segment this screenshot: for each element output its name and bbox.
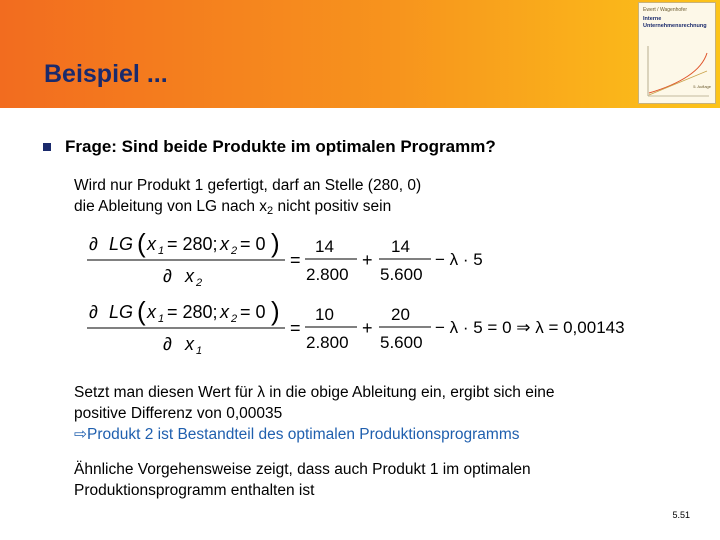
paragraph-2-line-3: [74, 424, 555, 445]
lambda-symbol: λ: [257, 384, 265, 401]
svg-text:): ): [271, 228, 280, 258]
paragraph-2-line-1: [74, 382, 555, 403]
formula-2-svg: [85, 296, 685, 358]
formula-1-frac2-den: 5.600: [380, 265, 423, 284]
plus-sign: +: [362, 250, 373, 270]
paragraph-1-line-2-a: die Ableitung von LG nach x: [74, 198, 268, 215]
svg-text:2: 2: [196, 277, 203, 289]
formula-1-numerator: [89, 228, 280, 258]
formula-2-frac2-den: 5.600: [380, 333, 423, 352]
svg-text:x: x: [220, 302, 229, 322]
page-number: 5.51: [672, 510, 690, 520]
book-title-line1: Interne: [643, 16, 662, 22]
svg-text:x: x: [147, 234, 156, 254]
svg-text:1: 1: [158, 313, 165, 325]
formula-2: [85, 296, 685, 363]
paragraph-1-line-2: [74, 196, 421, 222]
formula-1-denominator: [163, 266, 202, 289]
svg-text:= 280;: = 280;: [167, 302, 218, 322]
book-edition: 5. Auflage: [693, 84, 711, 89]
book-title-line2: Unternehmensrechnung: [643, 23, 707, 29]
svg-text:x: x: [147, 302, 156, 322]
svg-text:∂: ∂: [89, 302, 98, 322]
book-title: [643, 16, 715, 30]
svg-text:∂: ∂: [163, 334, 172, 354]
formula-1: [85, 228, 505, 295]
formula-2-denominator: [163, 334, 202, 357]
svg-text:= 0: = 0: [240, 234, 266, 254]
formula-1-tail: − λ · 5: [435, 250, 483, 269]
equals-sign: =: [290, 250, 301, 270]
book-cover-thumbnail: [638, 2, 716, 104]
svg-text:∂: ∂: [163, 266, 172, 286]
paragraph-2: [74, 382, 555, 445]
svg-text:=: =: [290, 318, 301, 338]
svg-text:x: x: [185, 266, 194, 286]
svg-text:2: 2: [231, 313, 238, 325]
arrow-right-icon: ⇨: [74, 426, 87, 443]
svg-text:1: 1: [196, 345, 203, 357]
svg-text:= 0: = 0: [240, 302, 266, 322]
formula-2-frac2-num: 20: [391, 305, 410, 324]
paragraph-2-line-2: positive Differenz von 0,00035: [74, 405, 283, 422]
svg-text:x: x: [220, 234, 229, 254]
subscript: 2: [267, 205, 274, 217]
paragraph-1-line-1: Wird nur Produkt 1 gefertigt, darf an Stelle (280, 0): [74, 177, 422, 194]
formula-1-frac1-den: 2.800: [306, 265, 349, 284]
question-text: Frage: Sind beide Produkte im optimalen Programm?: [65, 137, 496, 156]
paragraph-3: [74, 459, 531, 501]
book-author: Ewert / Wagenhofer: [643, 7, 688, 13]
svg-text:x: x: [185, 334, 194, 354]
bullet-square-icon: [43, 143, 51, 151]
svg-text:(: (: [137, 228, 146, 258]
paragraph-3-line-2: Produktionsprogramm enthalten ist: [74, 482, 315, 499]
formula-1-frac1-num: 14: [315, 237, 334, 256]
svg-text:= 280;: = 280;: [167, 234, 218, 254]
formula-1-frac2-num: 14: [391, 237, 410, 256]
paragraph-1-line-2-b: nicht positiv sein: [273, 198, 392, 215]
formula-2-frac1-den: 2.800: [306, 333, 349, 352]
header-band: [0, 0, 720, 108]
svg-text:(: (: [137, 296, 146, 326]
svg-text:∂: ∂: [89, 234, 98, 254]
paragraph-2-line-1-a: Setzt man diesen Wert für: [74, 384, 258, 401]
svg-text:+: +: [362, 318, 373, 338]
svg-text:LG: LG: [109, 234, 134, 254]
formula-1-svg: [85, 228, 505, 290]
slide-title: Beispiel ...: [44, 60, 168, 88]
paragraph-3-line-1: Ähnliche Vorgehensweise zeigt, dass auch Produkt 1 im optimalen: [74, 461, 531, 478]
paragraph-2-line-1-b: in die obige Ableitung ein, ergibt sich eine: [264, 384, 555, 401]
svg-text:): ): [271, 296, 280, 326]
conclusion-text: Produkt 2 ist Bestandteil des optimalen Produktionsprogramms: [87, 426, 520, 443]
svg-text:2: 2: [231, 245, 238, 257]
paragraph-1: [74, 175, 421, 222]
svg-text:LG: LG: [109, 302, 134, 322]
formula-2-numerator: [89, 296, 280, 326]
formula-2-frac1-num: 10: [315, 305, 334, 324]
formula-2-tail: − λ · 5 = 0 ⇒ λ = 0,00143: [435, 318, 625, 337]
svg-text:1: 1: [158, 245, 165, 257]
book-cover-chart: [643, 41, 713, 101]
